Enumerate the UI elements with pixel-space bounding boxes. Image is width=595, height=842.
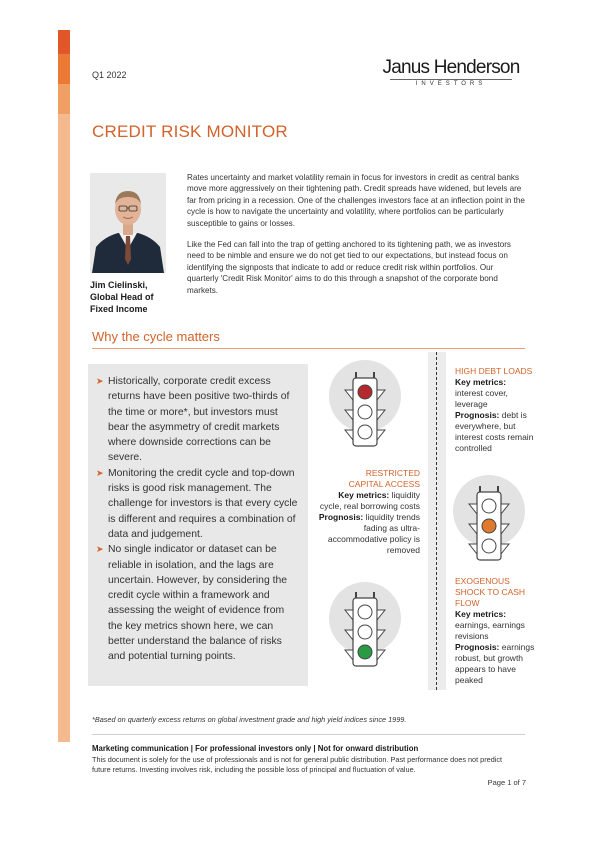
accent-bar	[58, 30, 70, 742]
light-bottom	[358, 425, 372, 439]
bullet-list	[88, 364, 308, 665]
light-top	[358, 385, 372, 399]
quarter-label: Q1 2022	[92, 70, 127, 80]
bullet-item	[96, 542, 298, 664]
signal-exogenous-shock	[455, 576, 537, 686]
prognosis-label: Prognosis:	[455, 410, 500, 420]
page-number: Page 1 of 7	[487, 778, 526, 787]
signal-heading-line2: CAPITAL ACCESS	[348, 479, 420, 489]
bullet-item	[96, 466, 298, 542]
author-caption	[90, 279, 185, 315]
bullet-text: Monitoring the credit cycle and top-down risks is good risk management. The challenge for investors is that every cycle is different and requires a combination of data and judgement.	[108, 467, 298, 540]
key-metrics-label: Key metrics:	[338, 490, 390, 500]
footer-divider	[92, 734, 525, 735]
footer-disclaimer-heading: Marketing communication | For professional investors only | Not for onward distribution	[92, 744, 419, 753]
logo-main: Janus Henderson	[382, 57, 520, 78]
logo-sub: INVESTORS	[390, 79, 512, 87]
bullet-box	[88, 364, 308, 686]
author-photo	[90, 173, 166, 273]
prognosis-label: Prognosis:	[318, 512, 364, 522]
intro-text	[187, 172, 527, 306]
arrow-bullet-icon: ➤	[96, 467, 104, 478]
janus-henderson-logo	[376, 58, 526, 87]
key-metrics-text: liquidity cycle, real borrowing costs	[319, 490, 420, 511]
bullet-text: Historically, corporate credit excess returns have been positive two-thirds of the time or more*, but investors must bear the asymmetry of credit markets where downside corrections can be severe.	[108, 376, 290, 464]
timeline-dashed-line	[436, 352, 437, 690]
prognosis-text: debt is everywhere, but interest costs remain controlled	[455, 410, 534, 453]
signal-high-debt	[455, 366, 535, 454]
author-role-line1: Global Head of	[90, 292, 154, 302]
key-metrics-text: interest cover, leverage	[455, 388, 508, 409]
prognosis-label: Prognosis:	[455, 642, 500, 652]
signal-restricted-capital	[318, 468, 420, 556]
timeline-band	[428, 352, 446, 690]
traffic-light-red-icon	[340, 370, 390, 450]
author-name: Jim Cielinski,	[90, 280, 148, 290]
arrow-bullet-icon: ➤	[96, 376, 104, 386]
prognosis-text: liquidity trends fading as ultra-accommodative policy is removed	[327, 512, 420, 555]
light-middle	[482, 519, 496, 533]
signal-heading: EXOGENOUS SHOCK TO CASH FLOW	[455, 576, 526, 608]
traffic-light-amber-icon	[464, 484, 514, 564]
key-metrics-label: Key metrics:	[455, 609, 507, 619]
bullet-text: No single indicator or dataset can be reliable in isolation, and the lags are uncertain. However, by considering the credit cycle within a framework and assessing the weight of evidence from the key metrics shown here, we can better understand the balance of risks and potential turning points.	[108, 544, 288, 663]
author-role-line2: Fixed Income	[90, 304, 148, 314]
light-bottom	[358, 645, 372, 659]
signal-heading-line1: RESTRICTED	[365, 468, 420, 478]
prognosis-text: earnings robust, but growth appears to have peaked	[455, 642, 535, 685]
light-top	[358, 605, 372, 619]
light-bottom	[482, 539, 496, 553]
footnote: *Based on quarterly excess returns on global investment grade and high yield indices since 1999.	[92, 715, 407, 724]
arrow-bullet-icon: ➤	[96, 544, 104, 555]
intro-paragraph-2: Like the Fed can fall into the trap of getting anchored to its tightening path, we as investors need to be nimble and ensure we do not get tied to our expectations, but instead focus on identifying the signposts that indicate to add or reduce credit risk within portfolios. Our quarterly 'Credit Risk Monitor' aims to do this through a snapshot of the corporate bond markets.	[187, 240, 511, 295]
key-metrics-text: earnings, earnings revisions	[455, 620, 525, 641]
page-title: CREDIT RISK MONITOR	[92, 122, 288, 141]
signal-heading: HIGH DEBT LOADS	[455, 366, 533, 376]
section-divider	[92, 348, 525, 349]
key-metrics-label: Key metrics:	[455, 377, 507, 387]
light-top	[482, 499, 496, 513]
light-middle	[358, 625, 372, 639]
footer-disclaimer-text: This document is solely for the use of professionals and is not for general public distribution. Past performance does not predict future returns. Investing involves risk, including the possible loss of principal and fluctuation of value.	[92, 755, 503, 774]
intro-paragraph-1: Rates uncertainty and market volatility remain in focus for investors in credit as central banks move more aggressively on their tightening path. Credit spreads have widened, but levels are far from pricing in a recession. One of the challenges investors face at an inflection point in the cycle is how to navigate the uncertainty and volatility, where portfolios can be particularly susceptible to gains or losses.	[187, 173, 525, 228]
bullet-item	[96, 374, 298, 466]
section-title: Why the cycle matters	[92, 329, 220, 344]
traffic-light-green-icon	[340, 590, 390, 670]
light-middle	[358, 405, 372, 419]
